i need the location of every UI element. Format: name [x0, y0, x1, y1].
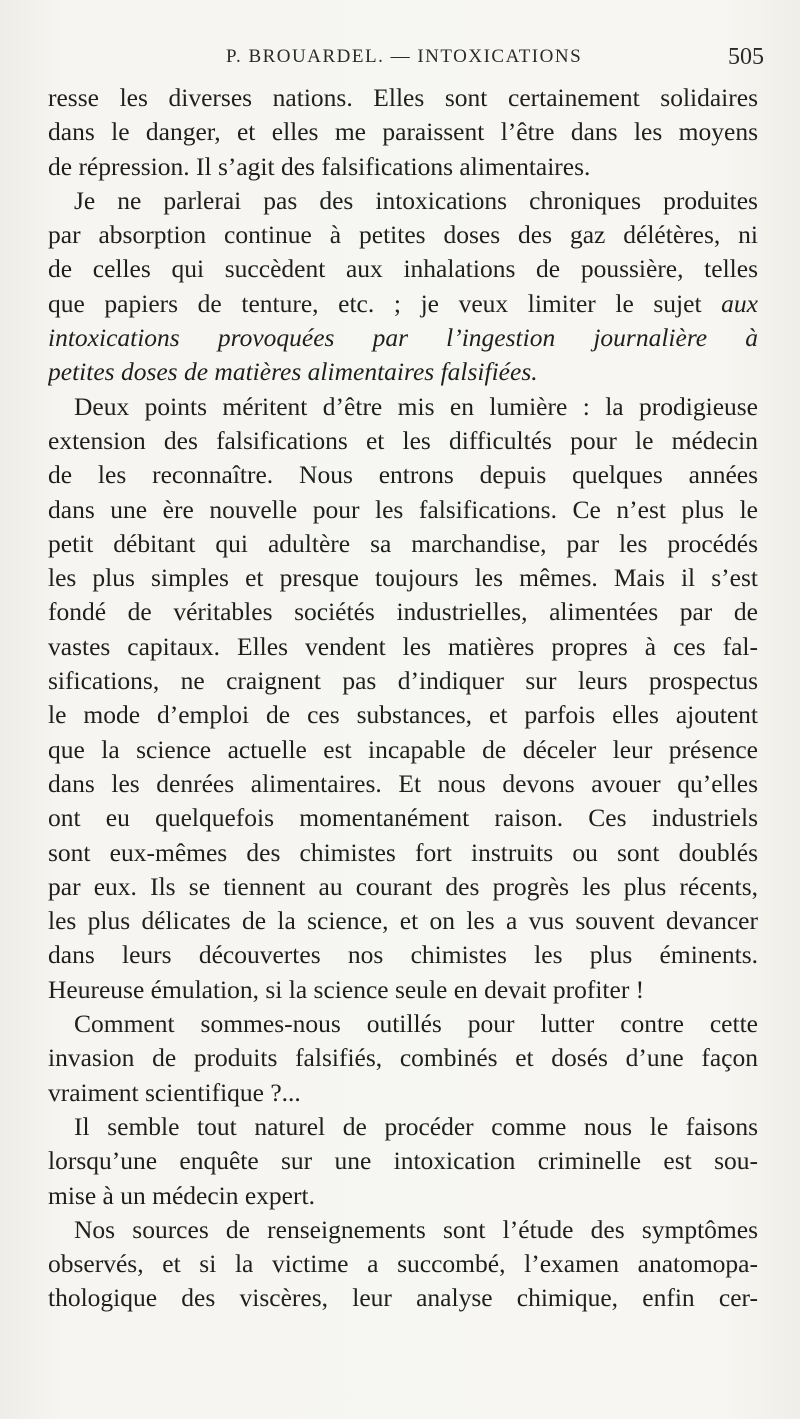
text-line: les plus simples et presque toujours les mêmes. Mais il s’est	[48, 563, 758, 593]
text-line: Nos sources de renseignements sont l’étude des symptômes	[74, 1214, 758, 1244]
text-line: de répression. Il s’agit des falsifications alimentaires.	[48, 151, 591, 181]
text-line: sont eux-mêmes des chimistes fort instruits ou sont doublés	[48, 837, 758, 867]
page-header	[0, 44, 800, 74]
text-line: de celles qui succèdent aux inhalations de poussière, telles	[48, 254, 758, 284]
text-line: extension des falsifications et les difficultés pour le médecin	[48, 425, 758, 455]
body-text	[48, 81, 758, 1316]
text-line: lorsqu’une enquête sur une intoxication criminelle est sou-	[48, 1146, 758, 1176]
text-line: observés, et si la victime a succombé, l’examen anatomopa-	[48, 1249, 758, 1279]
text-line: invasion de produits falsifiés, combinés et dosés d’une façon	[48, 1043, 758, 1073]
text-line: dans une ère nouvelle pour les falsifications. Ce n’est plus le	[48, 494, 758, 524]
text-line: de les reconnaître. Nous entrons depuis quelques années	[48, 460, 758, 490]
italic-segment: aux	[721, 288, 758, 318]
running-head: P. BROUARDEL. — INTOXICATIONS	[226, 46, 583, 67]
text-line: intoxications provoquées par l’ingestion journalière à	[48, 323, 758, 353]
text-line: fondé de véritables sociétés industrielles, alimentées par de	[48, 597, 758, 627]
text-line: Heureuse émulation, si la science seule en devait profiter !	[48, 974, 645, 1004]
text-line: que la science actuelle est incapable de déceler leur présence	[48, 734, 758, 764]
text-line: par eux. Ils se tiennent au courant des progrès les plus récents,	[48, 871, 758, 901]
text-line: sifications, ne craignent pas d’indiquer sur leurs prospectus	[48, 666, 758, 696]
text-line: vastes capitaux. Elles vendent les matières propres à ces fal-	[48, 631, 758, 661]
text-line: Je ne parlerai pas des intoxications chroniques produites	[74, 185, 758, 215]
page-number: 505	[728, 44, 764, 70]
text-line: par absorption continue à petites doses des gaz délétères, ni	[48, 220, 758, 250]
text-line: le mode d’emploi de ces substances, et parfois elles ajoutent	[48, 700, 758, 730]
text-line: mise à un médecin expert.	[48, 1180, 315, 1210]
text-line: ont eu quelquefois momentanément raison. Ces industriels	[48, 803, 758, 833]
text-line: petites doses de matières alimentaires falsifiées.	[48, 357, 538, 387]
text-line	[48, 287, 758, 321]
text-line: Deux points méritent d’être mis en lumière : la prodigieuse	[74, 391, 758, 421]
text-line: dans les denrées alimentaires. Et nous devons avouer qu’elles	[48, 768, 758, 798]
text-line: thologique des viscères, leur analyse chimique, enfin cer-	[48, 1283, 758, 1313]
text-line: Comment sommes-nous outillés pour lutter contre cette	[74, 1009, 758, 1039]
text-line: les plus délicates de la science, et on les a vus souvent devancer	[48, 906, 758, 936]
text-line: dans leurs découvertes nos chimistes les plus éminents.	[48, 940, 758, 970]
text-line: dans le danger, et elles me paraissent l’être dans les moyens	[48, 117, 758, 147]
text-line: petit débitant qui adultère sa marchandise, par les procédés	[48, 528, 758, 558]
text-segment: que papiers de tenture, etc. ; je veux limiter le sujet	[48, 288, 702, 318]
text-line: resse les diverses nations. Elles sont certainement solidaires	[48, 83, 758, 112]
text-line: Il semble tout naturel de procéder comme nous le faisons	[74, 1111, 758, 1141]
text-line: vraiment scientifique ?...	[48, 1077, 301, 1107]
